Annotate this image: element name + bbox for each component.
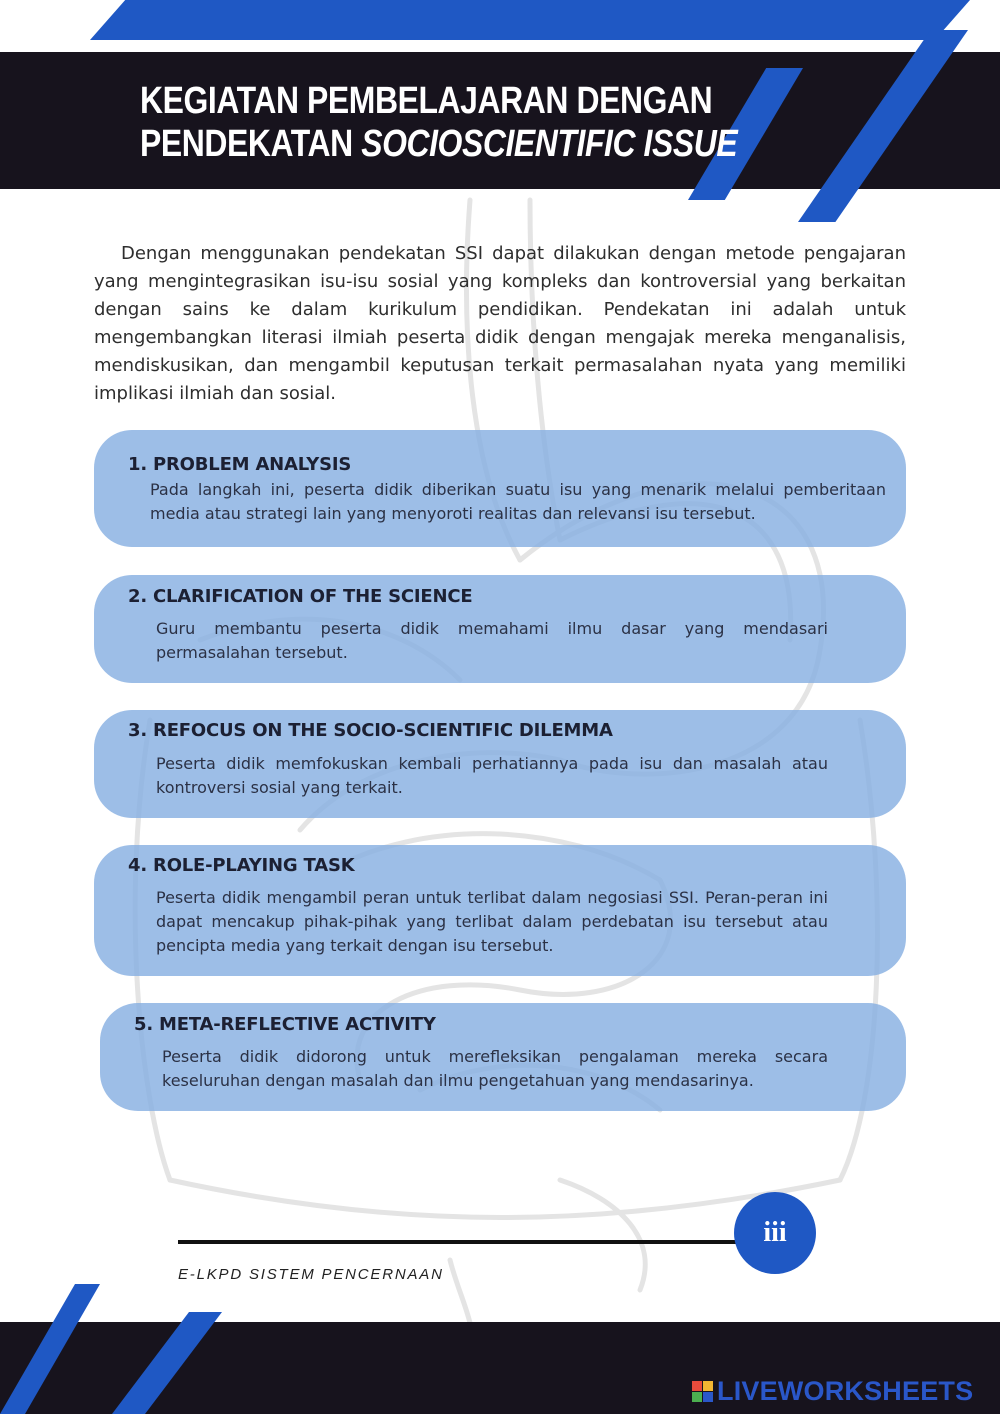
page-number: iii [763, 1217, 787, 1248]
header-top-stripe [90, 0, 970, 40]
title-line-1: KEGIATAN PEMBELAJARAN DENGAN [140, 80, 713, 122]
footer-divider [178, 1240, 758, 1244]
step-title: 2. CLARIFICATION OF THE SCIENCE [128, 586, 473, 607]
title-line-2-emphasis: SOCIOSCIENTIFIC ISSUE [361, 123, 738, 165]
liveworksheets-brand[interactable] [692, 1376, 973, 1407]
step-card-meta-reflective-activity [100, 1003, 906, 1111]
step-title: 3. REFOCUS ON THE SOCIO-SCIENTIFIC DILEMMA [128, 720, 613, 741]
step-description: Peserta didik memfokuskan kembali perhatiannya pada isu dan masalah atau kontroversi sosial yang terkait. [156, 754, 828, 797]
step-title: 5. META-REFLECTIVE ACTIVITY [134, 1014, 436, 1035]
logo-square-i [703, 1381, 713, 1391]
brand-text: LIVEWORKSHEETS [717, 1376, 974, 1406]
logo-square-e [703, 1392, 713, 1402]
logo-square-v [692, 1392, 702, 1402]
step-description: Peserta didik didorong untuk merefleksikan pengalaman mereka secara keseluruhan dengan masalah dan ilmu pengetahuan yang mendasarinya. [162, 1047, 828, 1090]
step-title: 4. ROLE-PLAYING TASK [128, 855, 355, 876]
step-description: Peserta didik mengambil peran untuk terlibat dalam negosiasi SSI. Peran-peran ini dapat mencakup pihak-pihak yang terlibat dalam perdebatan isu tersebut atau pencipta media yang terkait dengan isu tersebut. [156, 888, 828, 955]
step-card-clarification-of-science [94, 575, 906, 683]
step-description: Guru membantu peserta didik memahami ilmu dasar yang mendasari permasalahan tersebut. [156, 619, 828, 662]
footer-label: E-LKPD SISTEM PENCERNAAN [178, 1266, 444, 1283]
step-card-problem-analysis [94, 430, 906, 547]
step-card-role-playing-task [94, 845, 906, 976]
logo-square-l [692, 1381, 702, 1391]
step-title: 1. PROBLEM ANALYSIS [128, 454, 352, 475]
step-description: Pada langkah ini, peserta didik diberikan suatu isu yang menarik melalui pemberitaan media atau strategi lain yang menyoroti realitas dan relevansi isu tersebut. [150, 480, 886, 523]
title-line-2-prefix: PENDEKATAN [140, 123, 353, 165]
liveworksheets-logo-icon [692, 1381, 713, 1402]
step-card-refocus-dilemma [94, 710, 906, 818]
page-title [140, 80, 738, 166]
page-number-badge [734, 1192, 816, 1274]
intro-paragraph: Dengan menggunakan pendekatan SSI dapat dilakukan dengan metode pengajaran yang mengintegrasikan isu-isu sosial yang kompleks dan kontroversial yang berkaitan dengan sains ke dalam kurikulum pendidikan. Pendekatan ini adalah untuk mengembangkan literasi ilmiah peserta didik dengan mengajak mereka menganalisis, mendiskusikan, dan mengambil keputusan terkait permasalahan nyata yang memiliki implikasi ilmiah dan sosial. [94, 243, 906, 404]
